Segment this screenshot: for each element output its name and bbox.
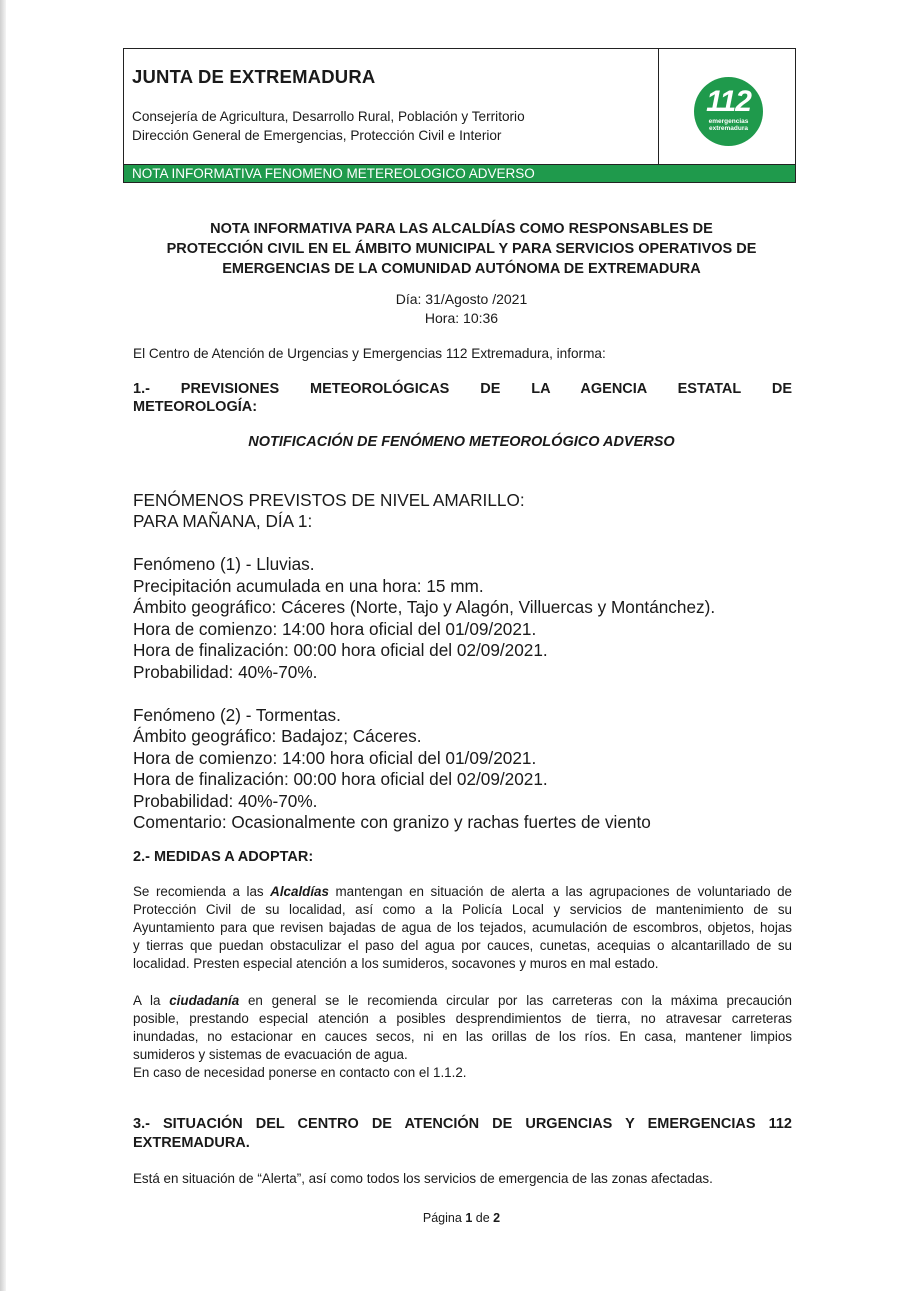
department-name: Consejería de Agricultura, Desarrollo Rural, Población y Territorio: [132, 109, 525, 124]
paragraph-line: [133, 883, 792, 901]
letterhead-logo-cell: [659, 49, 795, 164]
mayors-recommendation: [133, 883, 792, 973]
section1-heading: 1.- PREVISIONES METEOROLÓGICAS DE LA AGENCIA ESTATAL DE: [133, 381, 792, 397]
letterhead-text-cell: [124, 49, 659, 164]
phenomenon1-line: Hora de finalización: 00:00 hora oficial del 02/09/2021.: [133, 640, 548, 660]
document-title: [128, 219, 795, 279]
of-label: de: [475, 1211, 490, 1225]
paragraph-line: [133, 992, 792, 1010]
paragraph-line: inundadas, no estacionar en cauces secos, ni en las orillas de los ríos. En casa, mantener limpios: [133, 1029, 792, 1044]
forecast-level: FENÓMENOS PREVISTOS DE NIVEL AMARILLO:: [133, 490, 525, 510]
section3-heading-cont: EXTREMADURA.: [133, 1135, 250, 1151]
paragraph-line: Ayuntamiento para que revisen bajadas de agua de los tejados, acumulación de escombros, objetos, hojas: [133, 920, 792, 935]
paragraph-line: y tierras que puedan obstaculizar el paso del agua por cauces, cunetas, acequias o alcantarillado de su: [133, 938, 792, 953]
phenomenon1-line: Fenómeno (1) - Lluvias.: [133, 554, 315, 574]
phenomenon2-line: Ámbito geográfico: Badajoz; Cáceres.: [133, 726, 422, 746]
paragraph-line: sumideros y sistemas de evacuación de agua.: [133, 1047, 408, 1062]
section2-heading: 2.- MEDIDAS A ADOPTAR:: [133, 849, 314, 865]
page-label: Página: [422, 1211, 462, 1225]
text-run: A la: [133, 993, 170, 1008]
section1-heading-cont: METEOROLOGÍA:: [133, 399, 258, 415]
logo-number: 112: [706, 85, 751, 118]
logo-text-line1: emergencias: [708, 118, 749, 125]
letterhead: [123, 48, 796, 183]
title-line-2: PROTECCIÓN CIVIL EN EL ÁMBITO MUNICIPAL Y PARA SERVICIOS OPERATIVOS DE: [166, 241, 757, 257]
phenomenon1-line: Probabilidad: 40%-70%.: [133, 662, 318, 682]
paragraph-line: Protección Civil de su localidad, así como a la Policía Local y servicios de mantenimiento de su: [133, 902, 792, 917]
issue-time: Hora: 10:36: [424, 310, 499, 326]
section3-heading: 3.- SITUACIÓN DEL CENTRO DE ATENCIÓN DE URGENCIAS Y EMERGENCIAS 112: [133, 1116, 792, 1132]
issue-date: Día: 31/Agosto /2021: [395, 291, 528, 307]
text-run: mantengan en situación de alerta a las agrupaciones de voluntariado de: [328, 884, 792, 899]
phenomenon2-line: Probabilidad: 40%-70%.: [133, 791, 318, 811]
title-line-1: NOTA INFORMATIVA PARA LAS ALCALDÍAS COMO RESPONSABLES DE: [210, 221, 713, 237]
page-total: 2: [493, 1211, 501, 1225]
phenomenon2-line: Hora de comienzo: 14:00 hora oficial del 01/09/2021.: [133, 748, 537, 768]
forecast-day: PARA MAÑANA, DÍA 1:: [133, 511, 313, 531]
notice-banner: NOTA INFORMATIVA FENOMENO METEREOLOGICO ADVERSO: [124, 164, 795, 182]
phenomenon2-line: Hora de finalización: 00:00 hora oficial del 02/09/2021.: [133, 769, 548, 789]
intro-text: El Centro de Atención de Urgencias y Emergencias 112 Extremadura, informa:: [133, 346, 606, 361]
alert-status-text: Está en situación de “Alerta”, así como todos los servicios de emergencia de las zonas afectadas.: [133, 1171, 713, 1186]
organization-name: JUNTA DE EXTREMADURA: [132, 66, 376, 87]
logo-text-line2: extremadura: [708, 125, 749, 132]
phenomenon1-line: Precipitación acumulada en una hora: 15 mm.: [133, 576, 484, 596]
phenomenon2-line: Fenómeno (2) - Tormentas.: [133, 705, 341, 725]
text-run: Se recomienda a las: [133, 884, 271, 899]
page-number: 1: [465, 1211, 473, 1225]
112-emergencias-logo-icon: [694, 77, 763, 146]
notification-subheading: NOTIFICACIÓN DE FENÓMENO METEOROLÓGICO ADVERSO: [248, 434, 675, 450]
emphasis-alcaldias: Alcaldías: [270, 884, 329, 899]
emphasis-ciudadania: ciudadanía: [169, 993, 240, 1008]
phenomenon1-line: Ámbito geográfico: Cáceres (Norte, Tajo y Alagón, Villuercas y Montánchez).: [133, 597, 716, 617]
page-footer: [128, 1211, 795, 1225]
title-line-3: EMERGENCIAS DE LA COMUNIDAD AUTÓNOMA DE EXTREMADURA: [222, 261, 701, 277]
directorate-name: Dirección General de Emergencias, Protección Civil e Interior: [132, 128, 502, 143]
phenomenon1-line: Hora de comienzo: 14:00 hora oficial del 01/09/2021.: [133, 619, 537, 639]
paragraph-line: localidad. Presten especial atención a los sumideros, socavones y muros en mal estado.: [133, 956, 659, 971]
paragraph-line: posible, prestando especial atención a posibles desprendimientos de tierra, no atravesar carreteras: [133, 1011, 792, 1026]
citizens-recommendation: [133, 992, 792, 1082]
page-edge-shadow: [0, 0, 6, 1291]
text-run: en general se le recomienda circular por las carreteras con la máxima precaución: [239, 993, 792, 1008]
phenomenon2-line: Comentario: Ocasionalmente con granizo y rachas fuertes de viento: [133, 812, 651, 832]
paragraph-line: En caso de necesidad ponerse en contacto con el 1.1.2.: [133, 1065, 467, 1080]
